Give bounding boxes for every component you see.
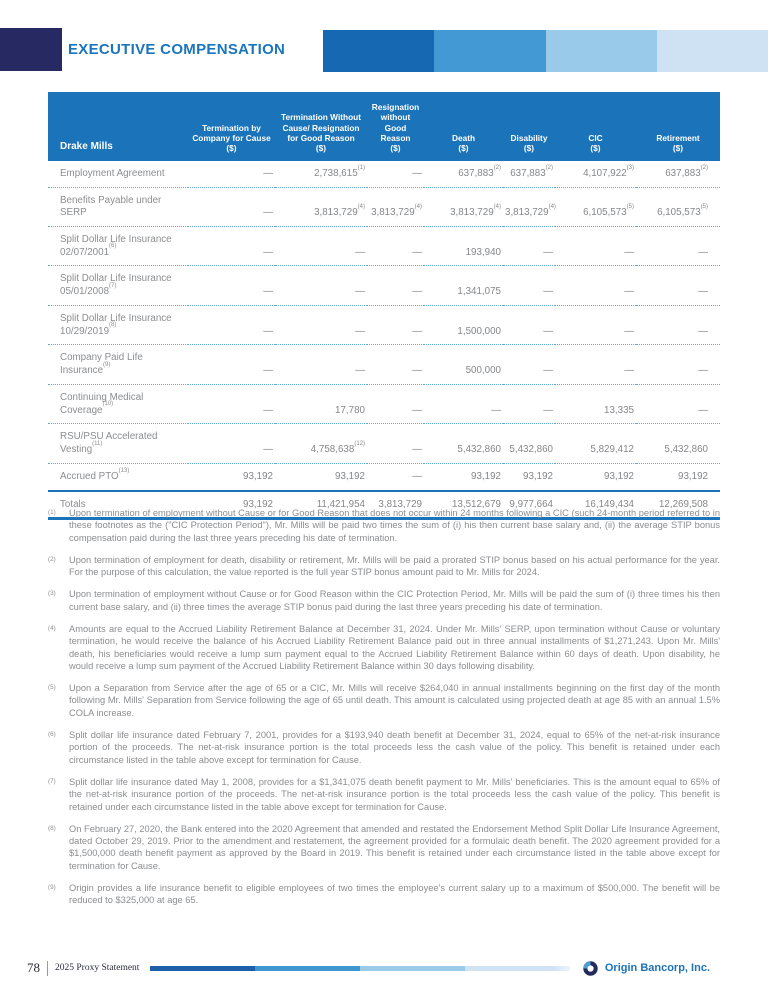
page-number: 78 [27,960,40,975]
table-cell: 4,758,638$^{(12)}$ [275,424,367,463]
doc-title: 2025 Proxy Statement [55,963,140,973]
footnote-text: Upon termination of employment without Cause or for Good Reason within the CIC Protection Period, Mr. Mills will be paid the sum of (i) three times his then current base salary, and (ii) three times the average STIP bonus paid during the last three years preceding his date of termination. [69,589,720,612]
table-cell: — [188,345,275,384]
footnote-marker: (2) [48,555,56,563]
table-cell: 5,432,860 [636,424,720,463]
table-row [48,187,720,226]
column-header: Death ($) [424,92,503,161]
table-cell: 5,432,860 [424,424,503,463]
decor-bar-3 [546,30,657,72]
table-cell: — [275,305,367,344]
table-cell: 93,192 [503,463,555,490]
table-cell: 93,192 [188,491,275,519]
table-cell: 13,512,679 [424,491,503,519]
footnote-text: Origin provides a life insurance benefit to eligible employees of two times the employee's current salary up to a maximum of $500,000. The benefit will be reduced to $325,000 at age 65. [69,882,720,906]
footnote-marker: (3) [48,590,56,598]
table-cell: 3,813,729$^{(4)}$ [424,187,503,226]
column-header-drake-mills: Drake Mills [48,92,188,161]
table-cell: 3,813,729$^{(4)}$ [503,187,555,226]
table-cell: — [503,227,555,266]
table-cell: — [367,266,424,305]
decor-bar-1 [323,30,434,72]
table-cell: 93,192 [275,463,367,490]
table-cell: — [367,384,424,423]
footnote-marker: (1) [48,509,56,516]
table-cell: — [636,227,720,266]
table-cell: 1,500,000 [424,305,503,344]
table-cell: 6,105,573$^{(5)}$ [636,187,720,226]
column-header: Disability ($) [503,92,555,161]
table-cell: — [503,266,555,305]
header-decor-bars [323,30,768,72]
table-cell: — [636,384,720,423]
footnote-marker: (9) [48,883,56,891]
table-cell: 16,149,434 [555,491,636,519]
table-cell: 9,977,664 [503,491,555,519]
table-cell: — [636,345,720,384]
table-cell: — [188,266,275,305]
table-cell: — [188,305,275,344]
footnote-text: Upon termination of employment for death, disability or retirement, Mr. Mills will be paid a prorated STIP bonus based on his actual performance for the year. For the purpose of this calculation, the value reported is the full year STIP bonus amount paid to Mr. Mills for 2024. [69,554,720,578]
footnote-text: Upon a Separation from Service after the age of 65 or a CIC, Mr. Mills will receive $264,040 in annual installments beginning on the first day of the month following Mr. Mills' Separation from Service following the age of 65 until death. This amount is calculated using projected death at age 85 with an annual 1.5% COLA increase. [69,682,720,718]
table-cell: 93,192 [636,463,720,490]
row-label: RSU/PSU Accelerated Vesting$^{(11)}$ [48,424,188,463]
footnote [48,507,720,544]
column-header: Termination by Company for Cause ($) [188,92,275,161]
table-cell: — [555,345,636,384]
table-cell: — [188,384,275,423]
table-cell: — [188,227,275,266]
column-header: Termination Without Cause/ Resignation for Good Reason ($) [275,92,367,161]
table-row [48,463,720,490]
footnote [48,682,720,719]
footnotes [48,507,720,916]
table-cell: — [555,266,636,305]
row-label: Totals [48,491,188,519]
footnote [48,776,720,813]
table-cell: — [275,266,367,305]
table-cell: 93,192 [424,463,503,490]
table-cell: — [367,424,424,463]
table-cell: 11,421,954 [275,491,367,519]
table-cell: — [188,424,275,463]
origin-bancorp-logo-icon [583,961,598,976]
table-row [48,266,720,305]
footnote-text: Split dollar life insurance dated May 1, 2008, provides for a $1,341,075 death benefit payment to Mr. Mills' beneficiaries. This is the amount equal to 65% of the net-at-risk insurance portion of the proceeds. The net-at-risk insurance portion is the total proceeds less the cash value of the policy. This benefit is retained under each circumstance listed in the table above except for termination for Cause. [69,776,720,812]
table-cell: 1,341,075 [424,266,503,305]
table-cell: 12,269,508 [636,491,720,519]
column-header: Resignation without Good Reason ($) [367,92,424,161]
table-cell: — [367,161,424,187]
table-row [48,424,720,463]
table-cell: 4,107,922$^{(3)}$ [555,161,636,187]
column-header: Retirement ($) [636,92,720,161]
table-row [48,345,720,384]
column-header: CIC ($) [555,92,636,161]
table-cell: — [188,187,275,226]
footnote-text: Upon termination of employment without Cause or for Good Reason that does not occur within 24 months following a CIC (such 24-month period referred to in these footnotes as the ("CIC Protection Period"), Mr. Mills will be paid two times the sum of (i) his then current base salary and, (ii) the average STIP bonus compensation paid during the last three years preceding his date of termination. [69,508,720,543]
footnote-text: On February 27, 2020, the Bank entered into the 2020 Agreement that amended and restated the Endorsement Method Split Dollar Life Insurance Agreement, dated October 29, 2019. Prior to the amendment and restatement, the agreement provided for a formulaic death benefit. The 2020 agreement provided for a $1,500,000 death benefit payment as approved by the Board in 2019. This benefit is retained under each circumstance listed in the table above except for termination for Cause. [69,823,720,871]
footnote-marker: (8) [48,824,56,832]
table-cell: 3,813,729 [367,491,424,519]
table-cell: — [636,266,720,305]
table-cell: 3,813,729$^{(4)}$ [367,187,424,226]
table-cell: — [503,345,555,384]
table-cell: 637,883$^{(2)}$ [503,161,555,187]
footnote-text: Split dollar life insurance dated February 7, 2001, provides for a $193,940 death benefit at December 31, 2024, equal to 65% of the net-at-risk insurance portion of the proceeds. The net-at-risk insurance portion is the total proceeds less the cash value of the policy. This benefit is retained under each circumstance listed in the table above except for termination for Cause. [69,729,720,765]
table-row [48,384,720,423]
footnote [48,623,720,673]
row-label: Continuing Medical Coverage$^{(10)}$ [48,384,188,423]
table-cell: 13,335 [555,384,636,423]
table-cell: — [367,463,424,490]
row-label: Employment Agreement [48,161,188,187]
table-cell: — [188,161,275,187]
table-cell: — [636,305,720,344]
footnote-text: Amounts are equal to the Accrued Liability Retirement Balance at December 31, 2024. Under Mr. Mills' SERP, upon termination without Cause or voluntary termination, he would receive the balance of his Accrued Liability Retirement Balance paid out in three annual installments of $1,271,243. Upon Mr. Mills' death, his beneficiaries would receive a lump sum payment equal to the Accrued Liability Retirement Balance within 60 days of death. Upon disability, he would receive a lump sum payment of the Accrued Liability Retirement Balance within 30 days following disability. [69,623,720,672]
footnote-marker: (6) [48,730,56,738]
table-cell: 3,813,729$^{(4)}$ [275,187,367,226]
table-cell: — [424,384,503,423]
decor-bar-2 [434,30,545,72]
row-label: Benefits Payable under SERP [48,187,188,226]
row-label: Accrued PTO$^{(13)}$ [48,463,188,490]
table-header-row [48,92,720,161]
footnote [48,823,720,873]
table-row [48,227,720,266]
table-cell: — [503,384,555,423]
footnote [48,729,720,766]
row-label: Split Dollar Life Insurance 05/01/2008$^{(7)}$ [48,266,188,305]
table-cell: 637,883$^{(2)}$ [424,161,503,187]
table-cell: 5,432,860 [503,424,555,463]
table-cell: 93,192 [188,463,275,490]
row-label: Company Paid Life Insurance$^{(9)}$ [48,345,188,384]
table-cell: — [367,345,424,384]
row-label: Split Dollar Life Insurance 10/29/2019$^{(8)}$ [48,305,188,344]
page-footer [27,959,710,977]
table-row [48,305,720,344]
table-cell: — [555,227,636,266]
table-cell: — [503,305,555,344]
decor-bar-4 [657,30,768,72]
row-label: Split Dollar Life Insurance 02/07/2001$^{(6)}$ [48,227,188,266]
table-cell: 193,940 [424,227,503,266]
footnote [48,554,720,579]
footnote-marker: (7) [48,777,56,785]
table-cell: 2,738,615$^{(1)}$ [275,161,367,187]
footnote-marker: (4) [48,624,56,632]
table-cell: 93,192 [555,463,636,490]
table-row [48,161,720,187]
table-cell: 637,883$^{(2)}$ [636,161,720,187]
table-cell: — [367,305,424,344]
table-cell: — [275,227,367,266]
table-cell: 17,780 [275,384,367,423]
table-cell: 500,000 [424,345,503,384]
table-cell: — [275,345,367,384]
page-title: EXECUTIVE COMPENSATION [68,41,286,58]
footnote [48,882,720,907]
footnote-marker: (5) [48,683,56,691]
company-name: Origin Bancorp, Inc. [604,962,710,974]
table-cell: 5,829,412 [555,424,636,463]
footer-divider [47,961,48,976]
footer-gradient-bar [150,966,569,971]
table-cell: 6,105,573$^{(5)}$ [555,187,636,226]
footnote [48,588,720,613]
header-navy-block [0,28,62,71]
compensation-table [48,92,720,520]
table-cell: — [367,227,424,266]
table-cell: — [555,305,636,344]
